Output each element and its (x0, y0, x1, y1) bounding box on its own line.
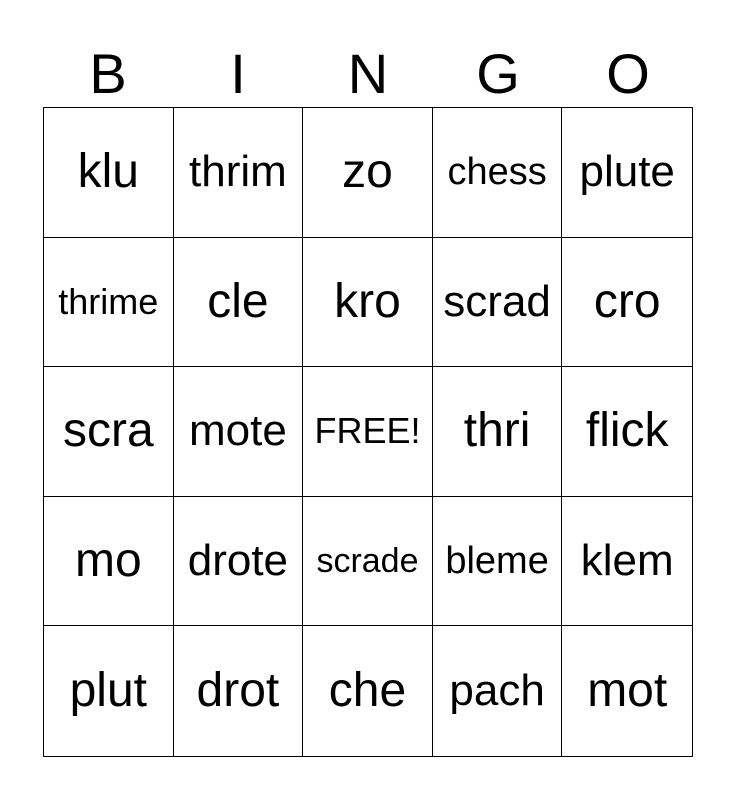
bingo-cell[interactable]: pach (433, 626, 563, 756)
bingo-cell[interactable]: mo (44, 497, 174, 627)
bingo-cell[interactable]: thrim (174, 108, 304, 238)
bingo-cell[interactable]: cro (562, 238, 692, 368)
free-space-cell[interactable]: FREE! (303, 367, 433, 497)
bingo-cell[interactable]: chess (433, 108, 563, 238)
header-letter-g: G (476, 42, 520, 105)
bingo-cell[interactable]: cle (174, 238, 304, 368)
bingo-cell[interactable]: thrime (44, 238, 174, 368)
header-letter-n: N (347, 42, 389, 105)
header-letter-o: O (606, 42, 650, 105)
bingo-cell[interactable]: klu (44, 108, 174, 238)
bingo-cell[interactable]: thri (433, 367, 563, 497)
bingo-cell[interactable]: scrade (303, 497, 433, 627)
bingo-cell[interactable]: zo (303, 108, 433, 238)
bingo-cell[interactable]: drote (174, 497, 304, 627)
bingo-cell[interactable]: klem (562, 497, 692, 627)
header-letter-i: I (230, 42, 246, 105)
bingo-card-grid (43, 107, 693, 757)
bingo-cell[interactable]: drot (174, 626, 304, 756)
bingo-cell[interactable]: scrad (433, 238, 563, 368)
bingo-cell[interactable]: mot (587, 664, 668, 718)
bingo-cell[interactable]: scra (44, 367, 174, 497)
bingo-cell[interactable]: mote (174, 367, 304, 497)
bingo-cell[interactable]: plut (44, 626, 174, 756)
bingo-cell[interactable]: bleme (433, 497, 563, 627)
bingo-cell[interactable]: flick (562, 367, 692, 497)
bingo-header (43, 40, 693, 108)
bingo-cell[interactable]: kro (303, 238, 433, 368)
bingo-cell[interactable]: che (303, 626, 433, 756)
header-letter-b: B (89, 42, 127, 105)
bingo-cell[interactable]: plute (562, 108, 692, 238)
